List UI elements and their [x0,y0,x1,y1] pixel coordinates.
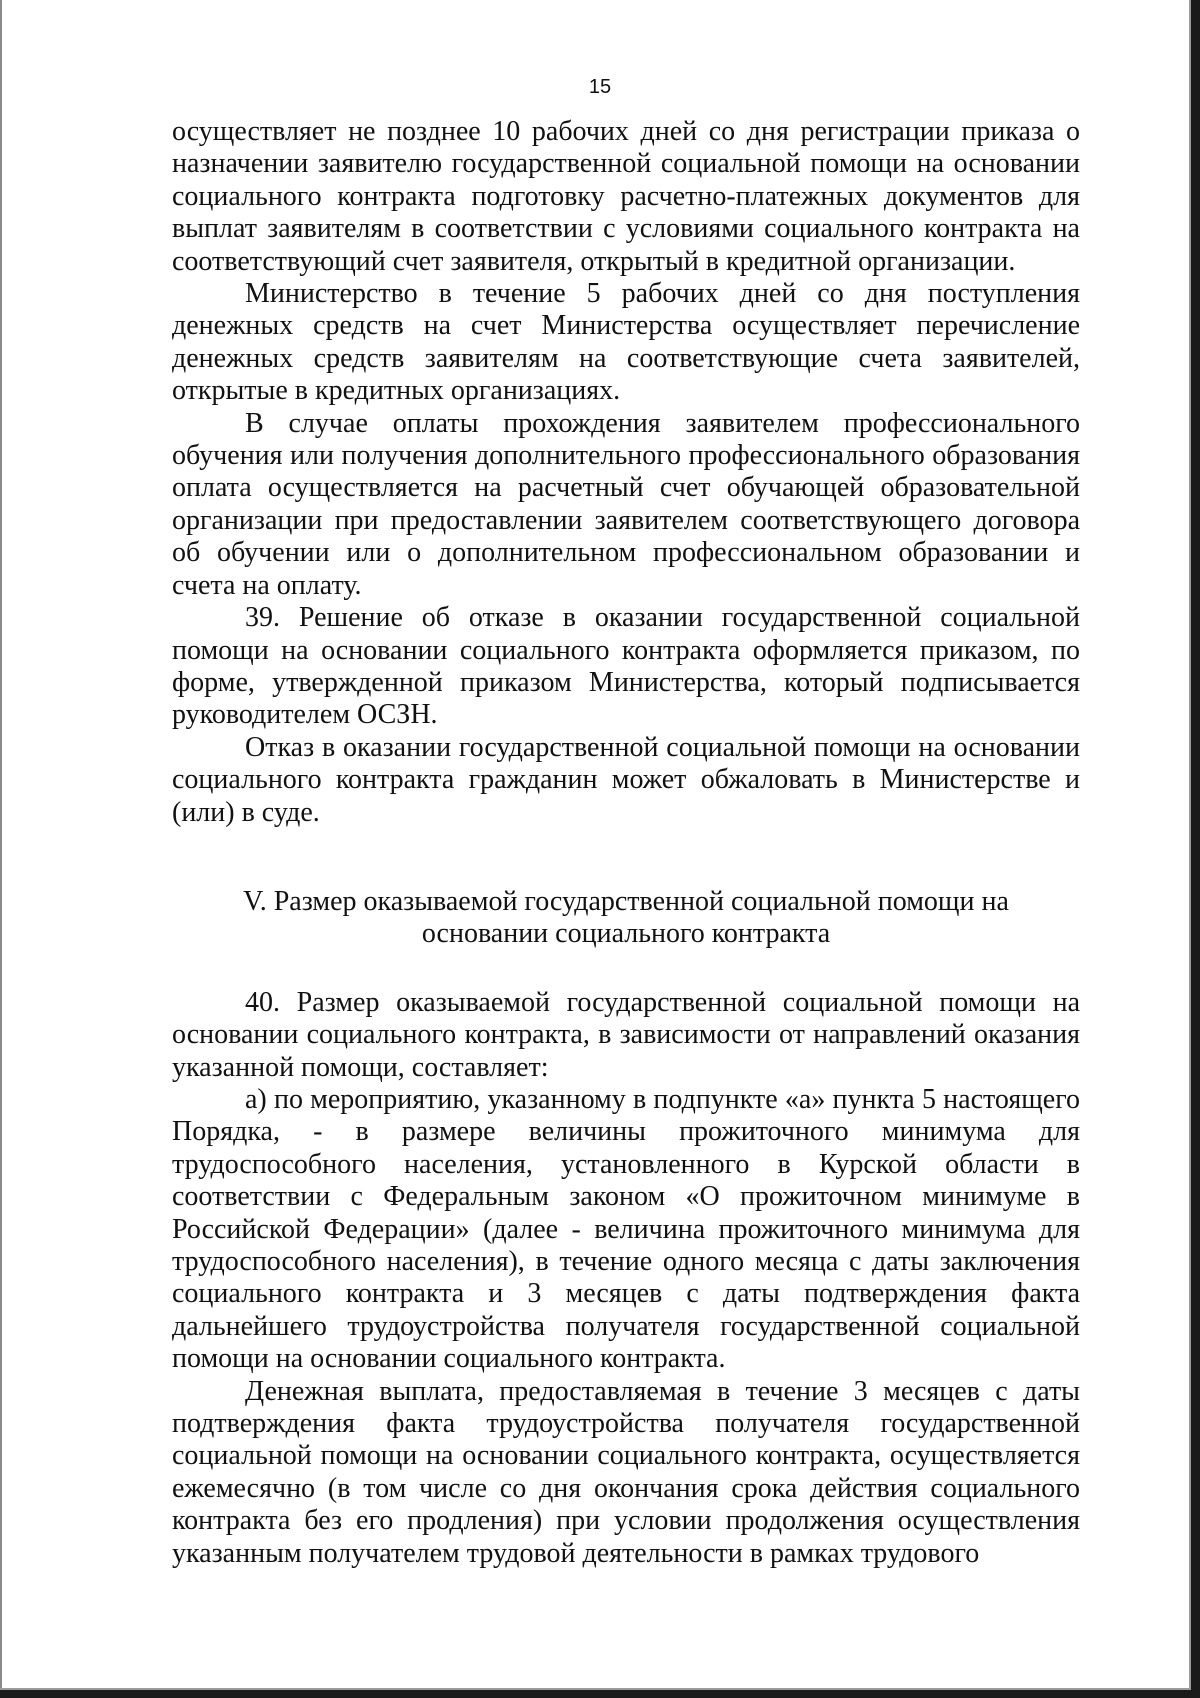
page-edge-bottom-shadow [0,1688,1189,1690]
page-edge-bottom [0,1690,1200,1698]
paragraph-item-39: 39. Решение об отказе в оказании государственной социальной помощи на основании социального контракта оформляется приказом, по форме, утвержденной приказом Министерства, который подписывается руководителем ОСЗН. [172,602,1080,731]
paragraph-ministry-transfer: Министерство в течение 5 рабочих дней со дня поступления денежных средств на счет Министерства осуществляет перечисление денежных средств заявителям на соответствующие счета заявителей, открытые в кредитных организациях. [172,278,1080,407]
paragraph-education-payment: В случае оплаты прохождения заявителем профессионального обучения или получения дополнительного профессионального образования оплата осуществляется на расчетный счет обучающей образовательной организации при предоставлении заявителем соответствующего договора об обучении или о дополнительном профессиональном образовании и счета на оплату. [172,407,1080,601]
section-heading-line2: основании социального контракта [421,918,831,950]
page-edge-right-shadow [1189,0,1191,1698]
paragraph-monthly-payment: Денежная выплата, предоставляемая в течение 3 месяцев с даты подтверждения факта трудоустройства получателя государственной социальной помощи на основании социального контракта, осуществляется ежемесячно (в том числе со дня окончания срока действия социального контракта без его продления) при условии продолжения осуществления указанным получателем трудовой деятельности в рамках трудового [172,1375,1080,1569]
document-body [172,116,1080,1570]
page-number: 15 [588,76,612,98]
section-heading-line1: V. Размер оказываемой государственной социальной помощи на [243,885,1009,917]
section-heading [172,886,1080,951]
paragraph-continuation: осуществляет не позднее 10 рабочих дней со дня регистрации приказа о назначении заявителю государственной социальной помощи на основании социального контракта подготовку расчетно-платежных документов для выплат заявителям в соответствии с условиями социального контракта на соответствующий счет заявителя, открытый в кредитной организации. [172,116,1080,277]
page-edge-left [0,0,2,1698]
paragraph-subitem-a: а) по мероприятию, указанному в подпункте «а» пункта 5 настоящего Порядка, - в размере величины прожиточного минимума для трудоспособного населения, установленного в Курской области в соответствии с Федеральным законом «О прожиточном минимуме в Российской Федерации» (далее - величина прожиточного минимума для трудоспособного населения), в течение одного месяца с даты заключения социального контракта и 3 месяцев с даты подтверждения факта дальнейшего трудоустройства получателя государственной социальной помощи на основании социального контракта. [172,1083,1080,1375]
paragraph-appeal: Отказ в оказании государственной социальной помощи на основании социального контракта гражданин может обжаловать в Министерстве и (или) в суде. [172,731,1080,828]
paragraph-item-40: 40. Размер оказываемой государственной социальной помощи на основании социального контракта, в зависимости от направлений оказания указанной помощи, составляет: [172,986,1080,1083]
page-edge-right [1191,0,1200,1698]
